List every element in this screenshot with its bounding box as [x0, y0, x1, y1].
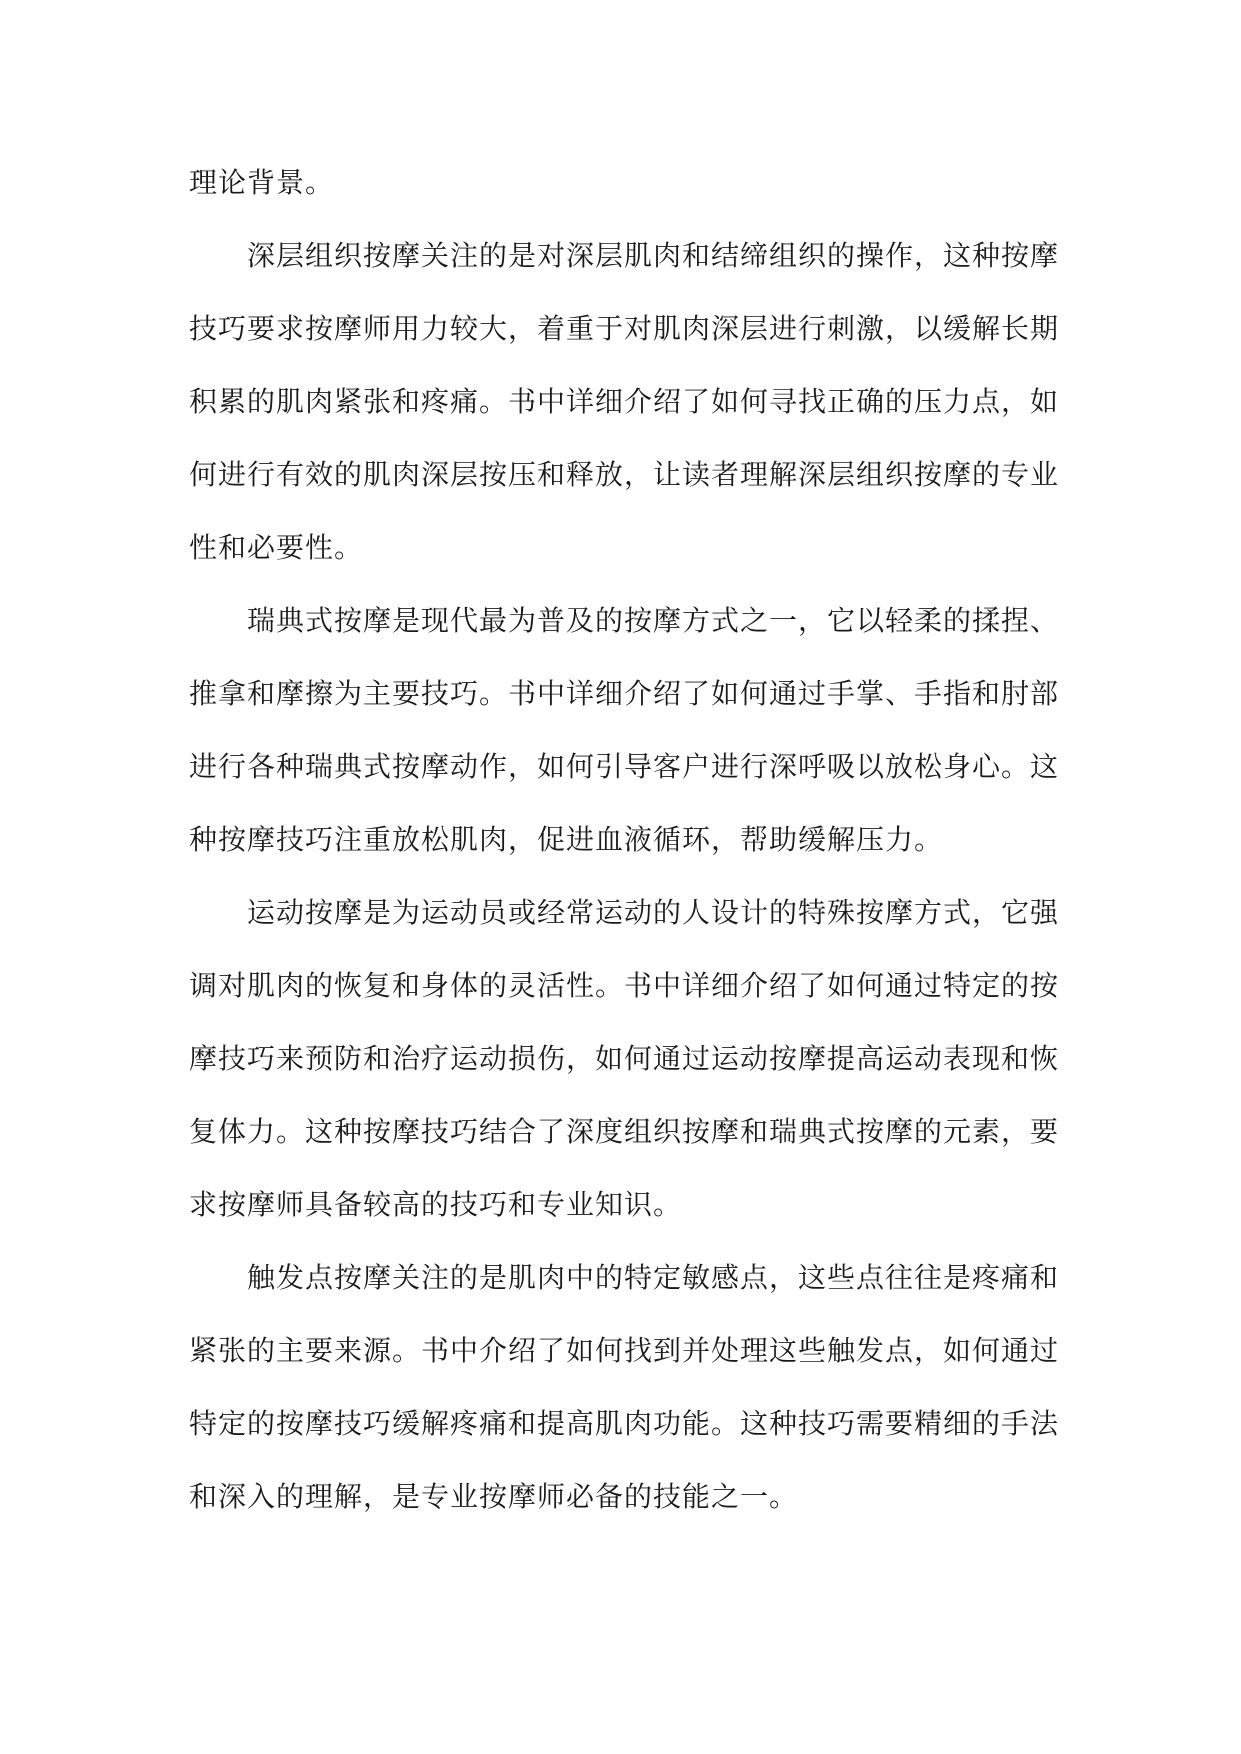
body-text: [189, 146, 1059, 1533]
paragraph-trigger-point: 触发点按摩关注的是肌肉中的特定敏感点，这些点往往是疼痛和紧张的主要来源。书中介绍了如何找到并处理这些触发点，如何通过特定的按摩技巧缓解疼痛和提高肌肉功能。这种技巧需要精细的手法和深入的理解，是专业按摩师必备的技能之一。: [189, 1261, 1060, 1513]
paragraph-continuation: 理论背景。: [189, 166, 335, 199]
paragraph-sports: 运动按摩是为运动员或经常运动的人设计的特殊按摩方式，它强调对肌肉的恢复和身体的灵活性。书中详细介绍了如何通过特定的按摩技巧来预防和治疗运动损伤，如何通过运动按摩提高运动表现和恢复体力。这种按摩技巧结合了深度组织按摩和瑞典式按摩的元素，要求按摩师具备较高的技巧和专业知识。: [189, 896, 1060, 1221]
paragraph-swedish: 瑞典式按摩是现代最为普及的按摩方式之一，它以轻柔的揉捏、推拿和摩擦为主要技巧。书中详细介绍了如何通过手掌、手指和肘部进行各种瑞典式按摩动作，如何引导客户进行深呼吸以放松身心。这种按摩技巧注重放松肌肉，促进血液循环，帮助缓解压力。: [189, 604, 1060, 856]
paragraph-deep-tissue: 深层组织按摩关注的是对深层肌肉和结缔组织的操作，这种按摩技巧要求按摩师用力较大，着重于对肌肉深层进行刺激，以缓解长期积累的肌肉紧张和疼痛。书中详细介绍了如何寻找正确的压力点，如何进行有效的肌肉深层按压和释放，让读者理解深层组织按摩的专业性和必要性。: [189, 239, 1060, 564]
